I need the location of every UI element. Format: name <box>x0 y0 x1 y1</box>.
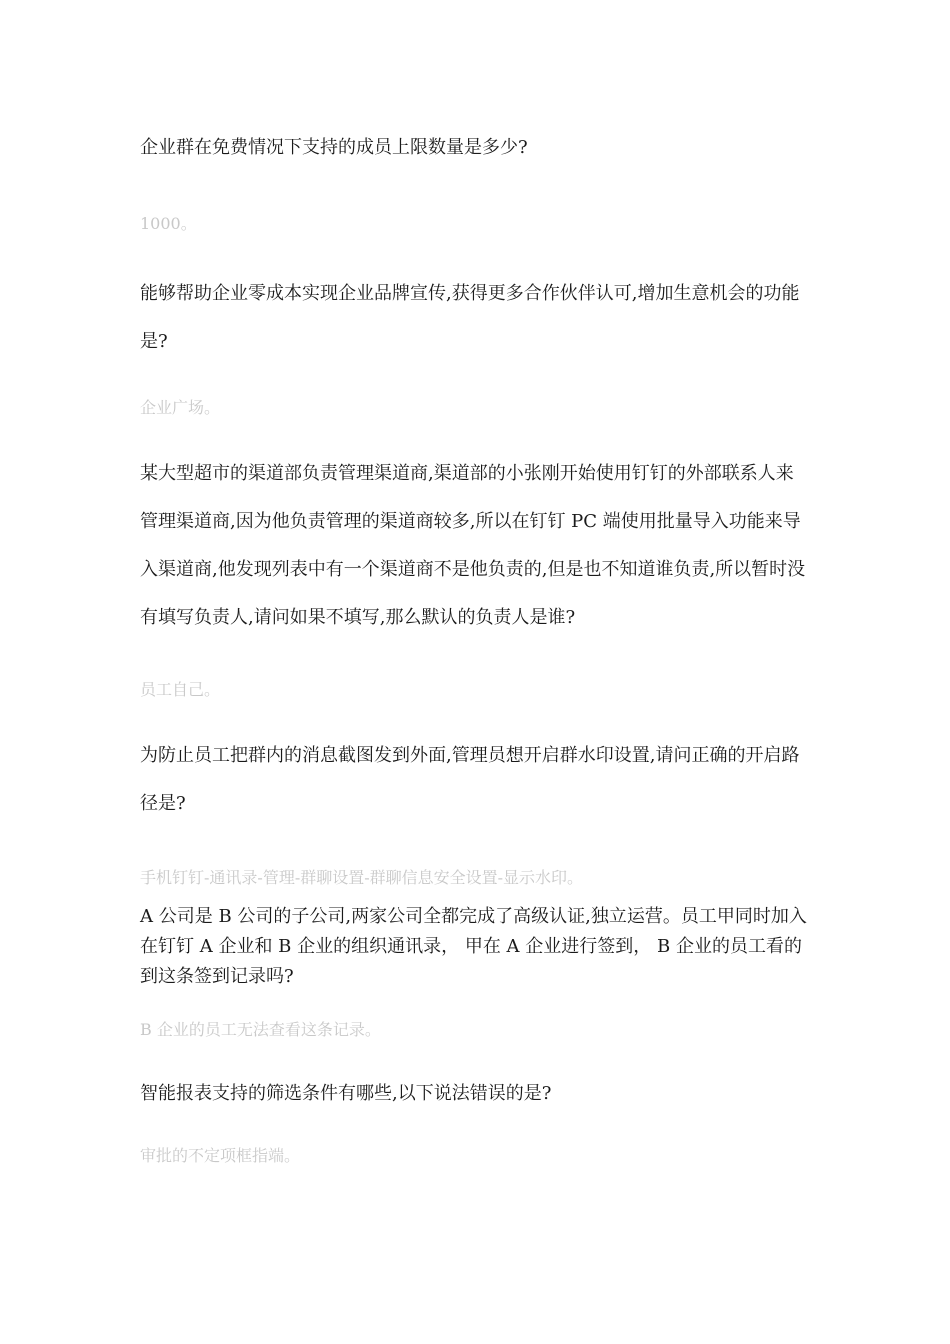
question-1: 企业群在免费情况下支持的成员上限数量是多少? <box>140 137 528 158</box>
question-6: 智能报表支持的筛选条件有哪些,以下说法错误的是? <box>140 1083 552 1104</box>
question-2: 能够帮助企业零成本实现企业品牌宣传,获得更多合作伙伴认可,增加生意机会的功能是? <box>140 283 800 352</box>
answer-1: 1000。 <box>140 214 197 233</box>
answer-3: 员工自己。 <box>140 680 221 699</box>
question-5: A 公司是 B 公司的子公司,两家公司全都完成了高级认证,独立运营。员工甲同时加入在钉钉 A 企业和 B 企业的组织通讯录， 甲在 A 企业进行签到， B 企业的员工看的到这条签到记录吗? <box>140 906 807 987</box>
answer-2: 企业广场。 <box>140 398 221 417</box>
answer-5: B 企业的员工无法查看这条记录。 <box>140 1020 381 1039</box>
answer-4: 手机钉钉-通讯录-管理-群聊设置-群聊信息安全设置-显示水印。 <box>140 868 584 887</box>
answer-6: 审批的不定项框指端。 <box>140 1146 301 1165</box>
question-4: 为防止员工把群内的消息截图发到外面,管理员想开启群水印设置,请问正确的开启路径是? <box>140 745 800 814</box>
question-3: 某大型超市的渠道部负责管理渠道商,渠道部的小张刚开始使用钉钉的外部联系人来管理渠道商,因为他负责管理的渠道商较多,所以在钉钉 PC 端使用批量导入功能来导入渠道商,他发现列表中有一个渠道商不是他负责的,但是也不知道谁负责,所以暂时没有填写负责人,请问如果不填写,那么默认的负责人是谁? <box>140 463 806 628</box>
